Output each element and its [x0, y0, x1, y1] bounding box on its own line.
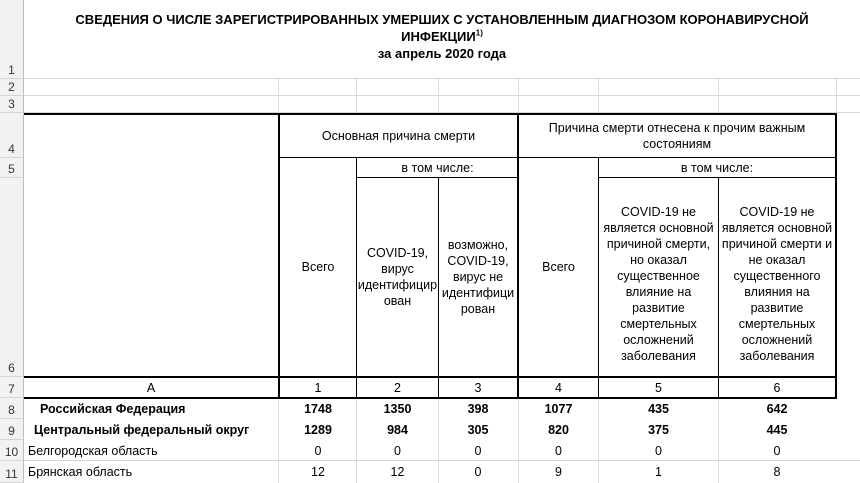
data-cell[interactable]: 984 — [387, 423, 408, 437]
title-period: за апрель 2020 года — [377, 46, 507, 61]
colnum-1[interactable]: 1 — [314, 380, 322, 395]
header-covid-possible[interactable]: возможно, COVID-19, вирус не идентифици рован — [441, 238, 515, 316]
data-cell[interactable]: 375 — [648, 423, 669, 437]
data-cell[interactable]: 1350 — [383, 402, 412, 416]
colnum-5[interactable]: 5 — [655, 380, 662, 395]
header-including-2[interactable]: в том числе: — [680, 160, 754, 175]
sheet-title — [24, 11, 860, 62]
colnum-4[interactable]: 4 — [555, 380, 562, 395]
colnum-3[interactable]: 3 — [474, 380, 482, 395]
header-including-1[interactable]: в том числе: — [401, 160, 474, 175]
data-cell[interactable]: 0 — [773, 443, 781, 458]
region-name[interactable]: Центральный федеральный округ — [34, 423, 250, 437]
row-header-11[interactable]: 11 — [0, 461, 24, 483]
data-cell[interactable]: 0 — [555, 443, 562, 458]
data-cell[interactable]: 0 — [314, 443, 322, 458]
data-cell[interactable]: 1 — [655, 464, 662, 479]
table-border — [835, 113, 837, 399]
title-line-2: ИНФЕКЦИИ$^{1)}$ — [401, 28, 483, 44]
gridline — [278, 398, 279, 483]
region-name[interactable]: Брянская область — [28, 464, 133, 479]
data-cell[interactable]: 398 — [467, 402, 489, 416]
row-header-9[interactable]: 9 — [0, 419, 24, 440]
region-name[interactable]: Белгородская область — [28, 443, 158, 458]
title-line-1: СВЕДЕНИЯ О ЧИСЛЕ ЗАРЕГИСТРИРОВАННЫХ УМЕРШИХ С УСТАНОВЛЕННЫМ ДИАГНОЗОМ КОРОНАВИРУСНОЙ — [75, 12, 809, 27]
row-header-2[interactable]: 2 — [0, 79, 24, 96]
data-cell[interactable]: 8 — [773, 464, 781, 479]
row-header-3[interactable]: 3 — [0, 96, 24, 113]
gridline — [438, 79, 439, 113]
header-covid-identified[interactable]: COVID-19, вирус идентифицир ован — [357, 246, 438, 308]
colnum-a[interactable]: А — [146, 380, 156, 395]
data-cell[interactable]: 642 — [766, 402, 788, 416]
row-header-8[interactable]: 8 — [0, 398, 24, 419]
gridline — [718, 79, 719, 113]
header-total-1[interactable]: Всего — [301, 260, 335, 274]
region-name[interactable]: Российская Федерация — [40, 402, 186, 416]
header-covid-not-main-significant[interactable]: COVID-19 не является основной причиной смерти, но оказал существенное влияние на развитие смертельных осложнений заболевания — [603, 205, 714, 363]
data-cell[interactable]: 1748 — [304, 402, 332, 416]
data-cell[interactable]: 435 — [648, 402, 669, 416]
gridline — [356, 79, 357, 113]
data-cell[interactable]: 9 — [555, 464, 562, 479]
gridline — [598, 79, 599, 113]
colnum-2[interactable]: 2 — [394, 380, 401, 395]
data-cell[interactable]: 0 — [474, 443, 482, 458]
data-cell[interactable]: 12 — [311, 464, 325, 479]
header-covid-not-main-not-significant[interactable]: COVID-19 не является основной причиной смерти и не оказал существенного влияния на развитие смертельных осложнений заболевания — [721, 205, 833, 363]
data-cell[interactable]: 1077 — [544, 402, 573, 416]
data-cell[interactable]: 1289 — [304, 423, 332, 437]
gridline — [24, 78, 860, 79]
gridline — [518, 79, 519, 113]
row-header-10[interactable]: 10 — [0, 440, 24, 461]
data-cell[interactable]: 445 — [766, 423, 788, 437]
data-cell[interactable]: 0 — [655, 443, 662, 458]
row-header-6[interactable]: 6 — [0, 178, 24, 377]
data-cell[interactable]: 0 — [474, 464, 482, 479]
header-other-cause[interactable]: Причина смерти отнесена к прочим важным состояниям — [548, 121, 806, 151]
gridline — [24, 460, 860, 461]
gridline — [836, 79, 837, 113]
header-total-2[interactable]: Всего — [542, 260, 575, 274]
data-cell[interactable]: 820 — [548, 423, 569, 437]
row-header-4[interactable]: 4 — [0, 113, 24, 158]
data-cell[interactable]: 0 — [394, 443, 401, 458]
header-main-cause[interactable]: Основная причина смерти — [321, 129, 476, 143]
row-header-5[interactable]: 5 — [0, 158, 24, 178]
row-header-7[interactable]: 7 — [0, 377, 24, 398]
data-cell[interactable]: 12 — [390, 464, 405, 479]
footnote-mark: 1) — [475, 28, 483, 38]
gridline — [24, 95, 860, 96]
gridline — [278, 79, 279, 113]
colnum-6[interactable]: 6 — [773, 380, 781, 395]
row-header-1[interactable]: 1 — [0, 0, 24, 79]
data-cell[interactable]: 305 — [467, 423, 489, 437]
